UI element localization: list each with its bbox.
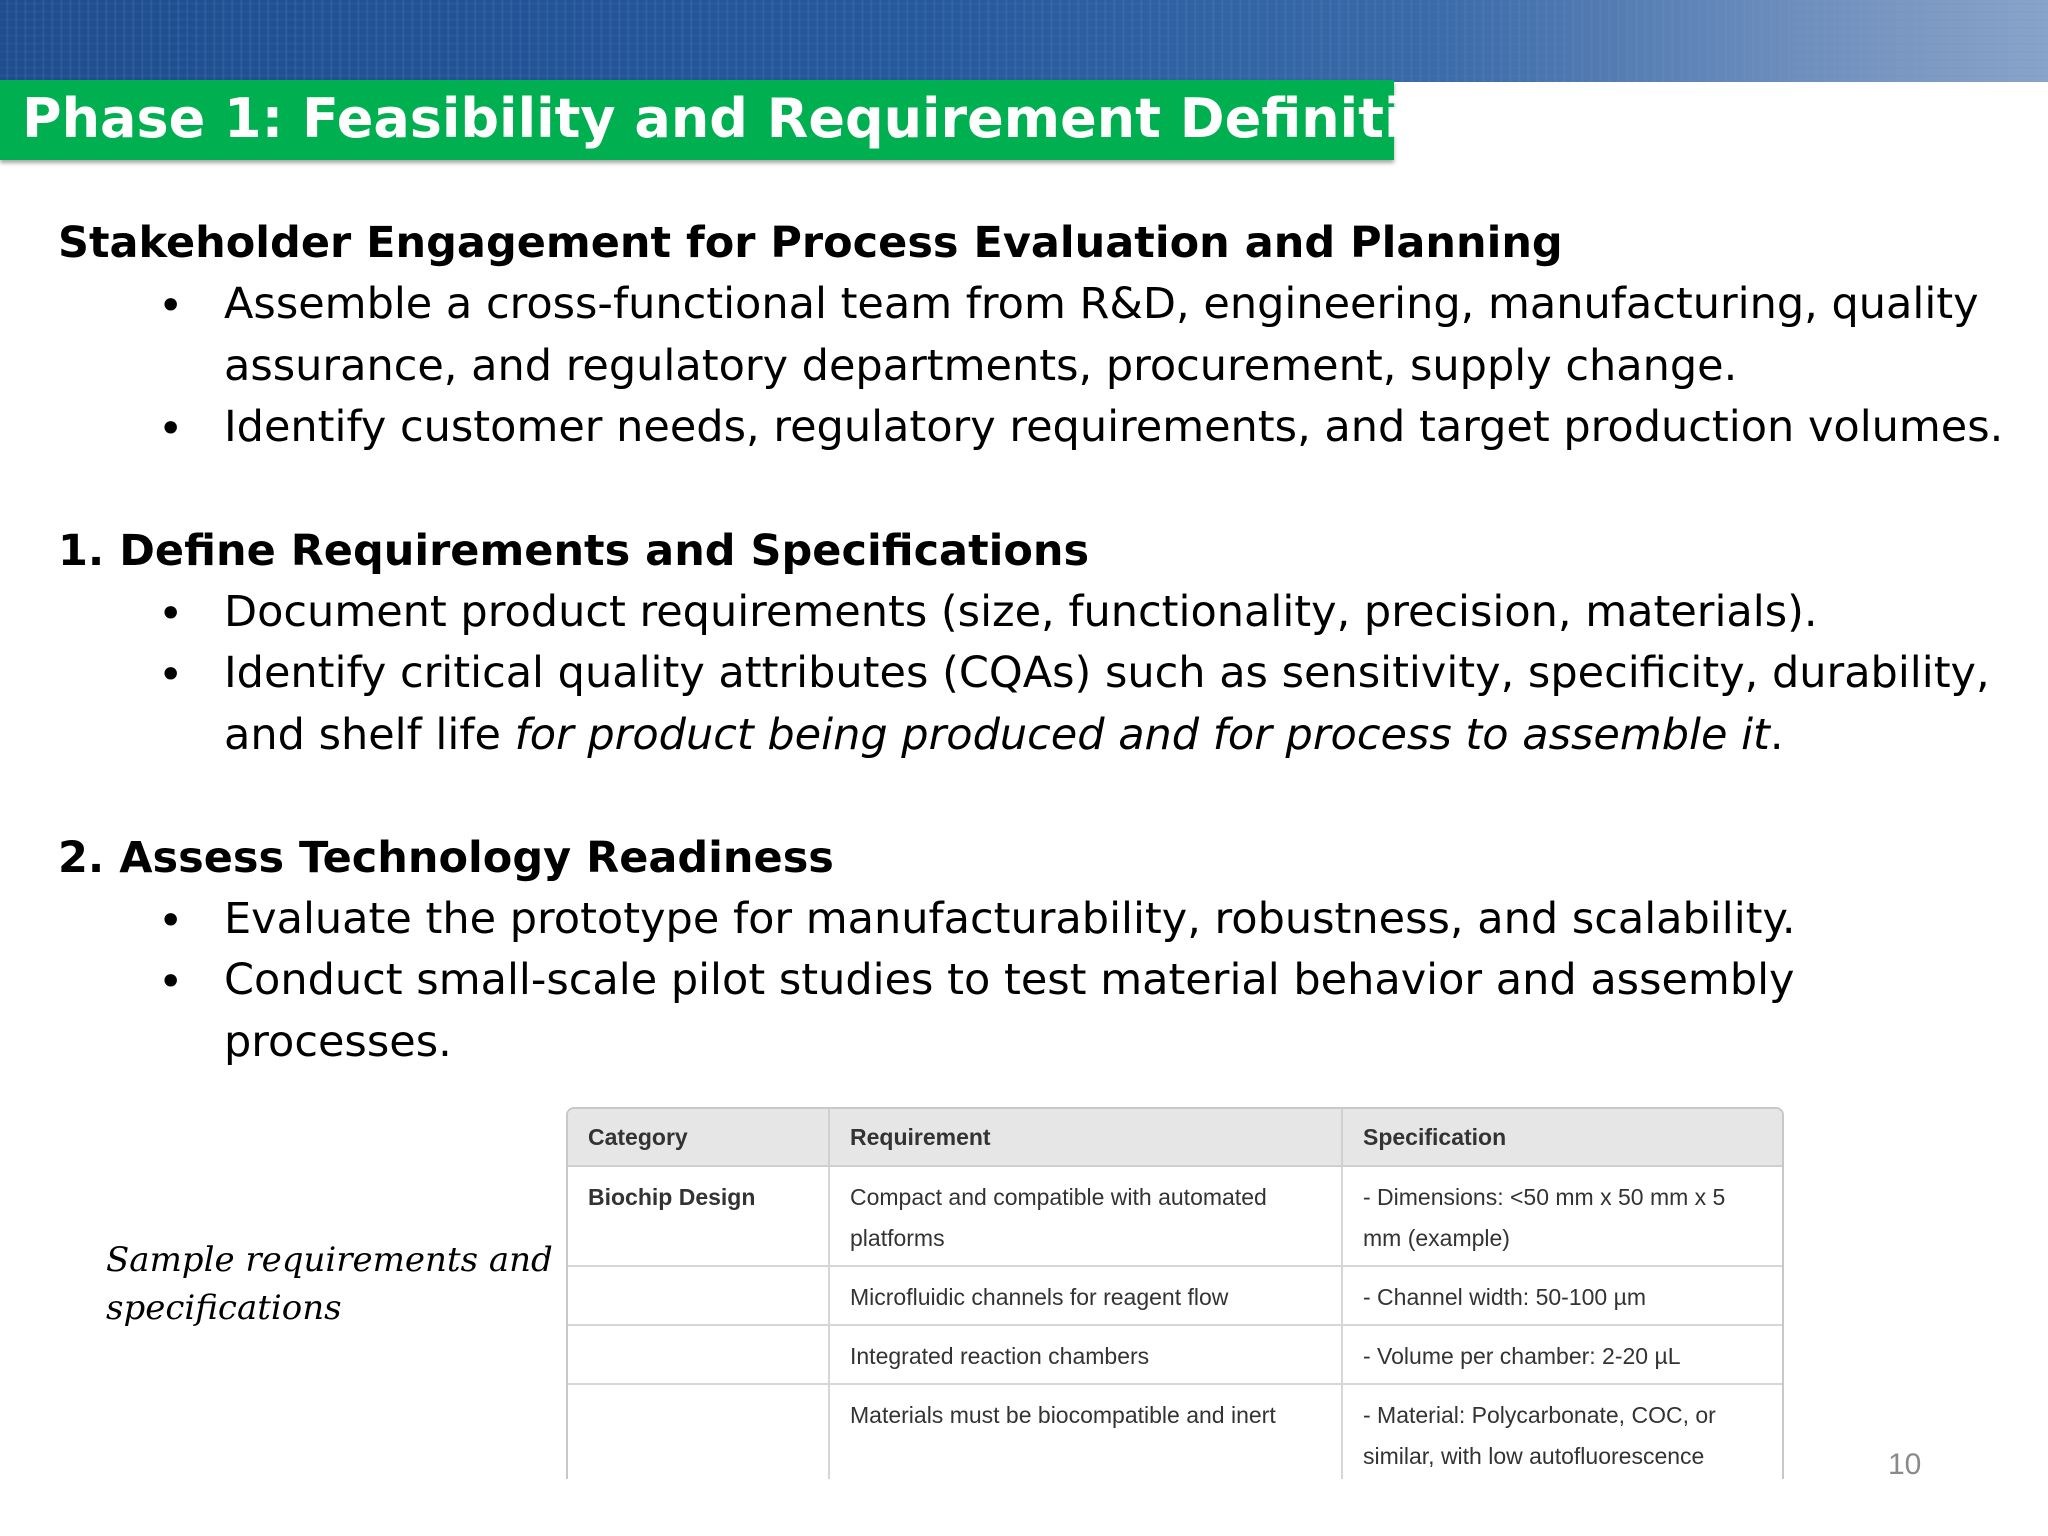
- column-header-requirement: Requirement: [829, 1109, 1342, 1166]
- bullet-marker: •: [158, 650, 184, 700]
- table-row: [568, 1266, 1782, 1325]
- table-cell: - Dimensions: <50 mm x 50 mm x 5 mm (example): [1342, 1166, 1782, 1266]
- table-cell: Integrated reaction chambers: [829, 1325, 1342, 1384]
- table-cell: [568, 1266, 829, 1325]
- bullet-document-requirements: Document product requirements (size, functionality, precision, materials).: [224, 587, 1818, 637]
- table-row: [568, 1166, 1782, 1266]
- bullet-marker: •: [158, 589, 184, 639]
- table-cell: Microfluidic channels for reagent flow: [829, 1266, 1342, 1325]
- table-cell: Compact and compatible with automated platforms: [829, 1166, 1342, 1266]
- table-cell: Materials must be biocompatible and inert: [829, 1384, 1342, 1479]
- table-cell: [568, 1325, 829, 1384]
- bullet-identify-needs: Identify customer needs, regulatory requirements, and target production volumes.: [224, 402, 2004, 452]
- table-row: [568, 1325, 1782, 1384]
- requirements-table: [566, 1107, 1784, 1479]
- cqa-italic-text: for product being produced and for process to assemble it: [514, 709, 1770, 760]
- section-heading-requirements: 1. Define Requirements and Specifications: [58, 526, 1090, 576]
- table-cell: - Channel width: 50-100 µm: [1342, 1266, 1782, 1325]
- bullet-identify-cqas: [224, 643, 2024, 766]
- table-cell: [568, 1384, 829, 1479]
- section-heading-stakeholder: Stakeholder Engagement for Process Evaluation and Planning: [58, 218, 1563, 268]
- cqa-text-end: .: [1769, 709, 1784, 760]
- column-header-specification: Specification: [1342, 1109, 1782, 1166]
- column-header-category: Category: [568, 1109, 829, 1166]
- slide-title: Phase 1: Feasibility and Requirement Definition: [22, 87, 1479, 150]
- bullet-pilot-studies: Conduct small-scale pilot studies to test material behavior and assembly processes.: [224, 955, 1795, 1067]
- header-banner: [0, 0, 2048, 82]
- bullet-assemble-team: Assemble a cross-functional team from R&D, engineering, manufacturing, quality assurance, and regulatory departments, procurement, supply change.: [224, 279, 1979, 391]
- bullet-marker: •: [158, 404, 184, 454]
- section-heading-technology: 2. Assess Technology Readiness: [58, 833, 834, 883]
- table-cell: - Material: Polycarbonate, COC, or similar, with low autofluorescence: [1342, 1384, 1782, 1479]
- table-cell: Biochip Design: [568, 1166, 829, 1266]
- table-row: [568, 1384, 1782, 1479]
- table-header-row: [568, 1109, 1782, 1166]
- bullet-marker: •: [158, 957, 184, 1007]
- cqa-text: Identify critical quality attributes (CQAs) such as sensitivity, specificity, durability, and shelf life: [224, 648, 1990, 760]
- table-cell: - Volume per chamber: 2-20 µL: [1342, 1325, 1782, 1384]
- table-caption: Sample requirements and specifications: [106, 1240, 553, 1328]
- bullet-marker: •: [158, 896, 184, 946]
- bullet-evaluate-prototype: Evaluate the prototype for manufacturability, robustness, and scalability.: [224, 894, 1796, 944]
- page-number: 10: [1888, 1448, 1922, 1481]
- bullet-marker: •: [158, 281, 184, 331]
